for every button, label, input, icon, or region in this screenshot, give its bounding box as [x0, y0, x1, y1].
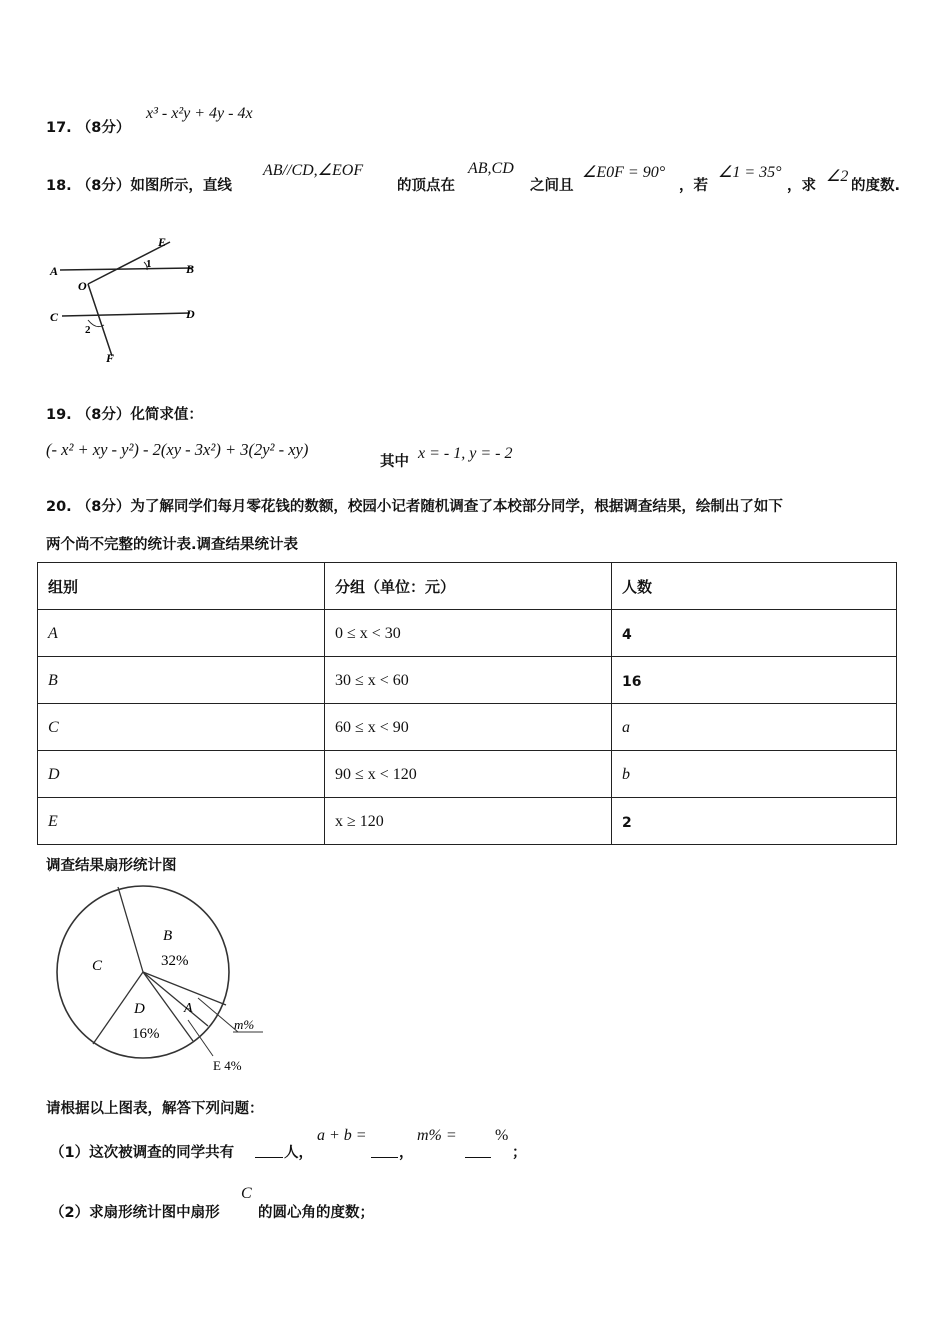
cell-range: 90 ≤ x < 120	[335, 766, 417, 783]
label-f: F	[106, 351, 115, 365]
q20-intro-line1: 20. （8分）为了解同学们每月零花钱的数额，校园小记者随机调查了本校部分同学，根据调查结果，绘制出了如下	[46, 499, 783, 515]
sub2-text: （2）求扇形统计图中扇形	[50, 1205, 220, 1221]
q18-expr-angle2: ∠2	[826, 168, 849, 185]
table-row	[38, 751, 897, 798]
pie-chart-title: 调查结果扇形统计图	[46, 858, 177, 874]
sub1-semicolon: ；	[512, 1145, 527, 1161]
cell-range: 60 ≤ x < 90	[335, 719, 409, 736]
table-header-row	[38, 563, 897, 610]
q19-text-where: 其中	[380, 454, 409, 470]
sub1-blank-a-plus-b[interactable]	[371, 1143, 398, 1158]
sector-b-percent: 32%	[161, 953, 189, 969]
table-row	[38, 798, 897, 845]
q18-text-vertex: 的顶点在	[397, 178, 455, 194]
q18-expr-parallel: AB//CD,∠EOF	[263, 162, 364, 179]
q18-geometry-figure	[40, 228, 220, 373]
cell-group: D	[48, 766, 60, 783]
label-a: A	[50, 264, 59, 278]
label-angle2: 2	[85, 324, 91, 336]
leader-e	[188, 1020, 213, 1056]
cell-group: C	[48, 719, 59, 736]
sub1-expr-a-plus-b: a + b =	[317, 1127, 367, 1144]
q20-intro-line2: 两个尚不完整的统计表.调查结果统计表	[46, 537, 299, 553]
cell-count: 16	[622, 673, 642, 690]
sub1-blank-m[interactable]	[465, 1143, 491, 1158]
q18-label: 18. （8分）如图所示，直线	[46, 178, 232, 194]
label-o: O	[78, 279, 87, 293]
label-c: C	[50, 310, 59, 324]
label-d: D	[186, 307, 195, 321]
line-ab	[60, 268, 192, 270]
cell-group: E	[48, 813, 58, 830]
sub1-expr-m: m% =	[417, 1127, 457, 1144]
sub1-text-people: 人，	[284, 1145, 313, 1161]
cell-count: a	[622, 719, 630, 736]
sub1-percent-sign: %	[495, 1127, 509, 1144]
leader-a-m	[198, 998, 238, 1032]
q17-label: 17. （8分）	[46, 120, 131, 136]
q18-expr-angle-eof: ∠E0F = 90°	[582, 164, 666, 181]
q18-text-between: 之间且	[530, 178, 574, 194]
table-header-range: 分组（单位：元）	[325, 563, 612, 610]
sub2-text-angle: 的圆心角的度数；	[258, 1205, 374, 1221]
cell-group: A	[48, 625, 58, 642]
cell-group: B	[48, 672, 58, 689]
sector-a-label: A	[184, 1001, 193, 1016]
cell-range: x ≥ 120	[335, 813, 384, 830]
q19-expression: (- x² + xy - y²) - 2(xy - 3x²) + 3(2y² - xy)	[46, 440, 309, 459]
cell-count: 4	[622, 626, 632, 643]
label-angle1: 1	[146, 258, 152, 270]
sub1-comma: ，	[399, 1145, 414, 1161]
q19-label: 19. （8分）化简求值：	[46, 407, 203, 423]
table-row	[38, 657, 897, 704]
sector-e-percent: E 4%	[213, 1058, 242, 1073]
sector-b-label: B	[163, 928, 173, 944]
q18-text-if: ，若	[679, 178, 708, 194]
sector-d-label: D	[134, 1001, 145, 1017]
table-row	[38, 610, 897, 657]
line-cd	[62, 313, 190, 316]
table-header-group: 组别	[38, 563, 325, 610]
sector-c-label: C	[92, 958, 103, 974]
q18-expr-angle1: ∠1 = 35°	[718, 164, 782, 181]
q18-text-find: ，求	[787, 178, 816, 194]
q17-expression: x³ - x²y + 4y - 4x	[146, 105, 253, 122]
q18-expr-lines: AB,CD	[468, 160, 514, 177]
sub1-text-total: （1）这次被调查的同学共有	[50, 1145, 235, 1161]
sub1-blank-total[interactable]	[255, 1143, 283, 1158]
table-header-count: 人数	[612, 563, 897, 610]
ray-of	[88, 284, 112, 356]
q19-condition: x = - 1, y = - 2	[418, 445, 513, 462]
q20-prompt: 请根据以上图表，解答下列问题：	[46, 1101, 264, 1117]
sector-a-percent: m%	[234, 1017, 255, 1032]
table-row	[38, 704, 897, 751]
cell-count: b	[622, 766, 630, 783]
label-e: E	[158, 235, 167, 249]
q20-statistics-table	[37, 562, 897, 845]
cell-range: 0 ≤ x < 30	[335, 625, 401, 642]
divider-b-c	[118, 887, 143, 972]
sector-d-percent: 16%	[132, 1026, 160, 1042]
cell-range: 30 ≤ x < 60	[335, 672, 409, 689]
cell-count: 2	[622, 814, 632, 831]
pie-chart-figure	[48, 880, 278, 1075]
sub2-expr-c: C	[241, 1185, 252, 1202]
label-b: B	[186, 262, 195, 276]
q18-text-degree: 的度数.	[851, 178, 901, 194]
